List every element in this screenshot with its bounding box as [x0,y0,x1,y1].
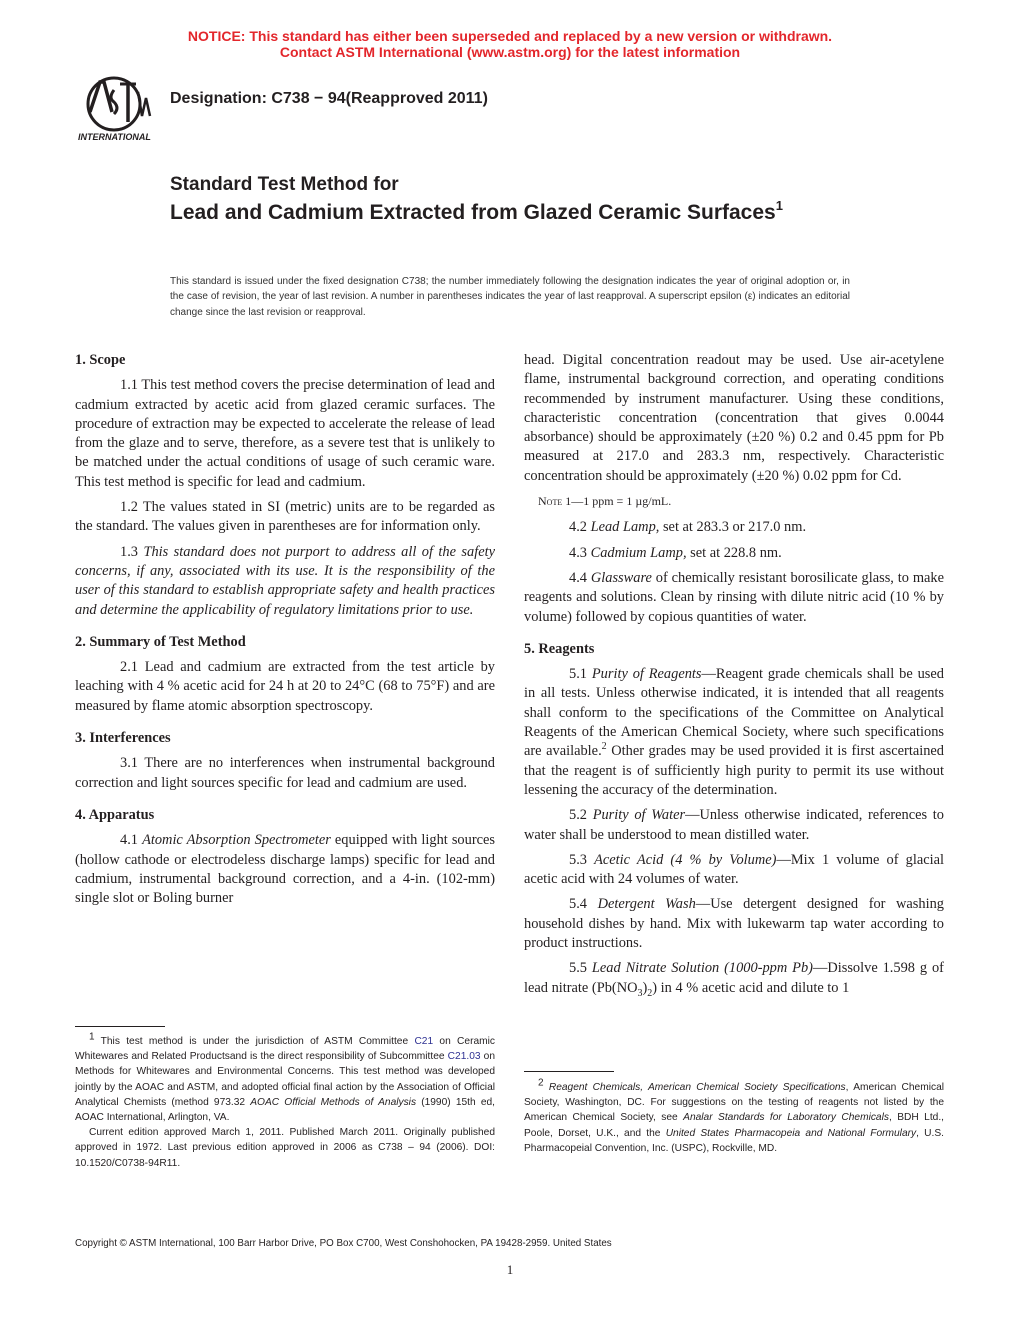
para-5-3: 5.3 Acetic Acid (4 % by Volume)—Mix 1 volume of glacial acetic acid with 24 volumes of water. [524,851,944,888]
para-5-2: 5.2 Purity of Water—Unless otherwise indicated, references to water shall be understood to mean distilled water. [524,807,944,843]
section-1-heading: 1. Scope [75,352,126,368]
copyright: Copyright © ASTM International, 100 Barr Harbor Drive, PO Box C700, West Conshohocken, PA 19428-2959. United States [75,1238,612,1249]
link-c21-03[interactable]: C21.03 [447,1051,481,1063]
right-column [524,351,944,1004]
link-c21[interactable]: C21 [414,1036,434,1047]
astm-logo [68,72,164,144]
section-4-heading: 4. Apparatus [75,806,155,823]
title-footnote-ref: 1 [775,198,783,213]
footnote-1-para-1: $^1$ This test method is under the jurisdiction of ASTM Committee C21 on Ceramic Whitewares and Related Productsand is the direct responsibility of Subcommittee C21.03 on Methods for Whitewares and Environmental Concerns. This test method was developed jointly by the AOAC and ASTM, and adopted official final action by the Association of Official Analytical Chemists (method 973.32 AOAC Official Methods of Analysis (1990) 15th ed, AOAC International, Arlington, VA. [75,1031,495,1124]
page-number: 1 [506,1262,514,1277]
footnote-2-para: $^2$ Reagent Chemicals, American Chemical Society Specifications, American Chemical Society, Washington, DC. For suggestions on the testing of reagents not listed by the American Chemical Society, see Analar Standards for Laboratory Chemicals, BDH Ltd., Poole, Dorset, U.K., and the United States Pharmacopeia and National Formulary, U.S. Pharmacopeial Convention, Inc. (USPC), Rockville, MD. [524,1077,944,1154]
para-5-5: 5.5 Lead Nitrate Solution (1000-ppm Pb)—Dissolve 1.598 g of lead nitrate $(Pb(NO_3)_2)$ in 4 % acetic acid and dilute to 1 [524,960,944,999]
notice-line-1: NOTICE: This standard has either been superseded and replaced by a new version or withdrawn. [187,28,833,44]
title-line-2: Lead and Cadmium Extracted from Glazed Ceramic Surfaces [170,201,776,224]
section-3-heading: 3. Interferences [75,730,171,747]
designation: Designation: C738 − 94(Reapproved 2011) [170,90,488,107]
notice-line-2: Contact ASTM International (www.astm.org) for the latest information [279,44,741,60]
para-1-3: 1.3 This standard does not purport to address all of the safety concerns, if any, associated with its use. It is the responsibility of the user of this standard to establish appropriate safety and health practices and determine the applicability of regulatory limitations prior to use. [75,543,495,618]
para-1-1: 1.1 This test method covers the precise determination of lead and cadmium extracted by acetic acid from glazed ceramic surfaces. The procedure of extraction may be expected to accelerate the release of lead from the glaze and to serve, therefore, as a severe test that is unlikely to be matched under the actual conditions of usage of such ceramic ware. This test method is specific for lead and cadmium. [75,377,495,490]
para-4-4: 4.4 Glassware of chemically resistant borosilicate glass, to make reagents and solutions. Clean by rinsing with dilute nitric acid (10 % by volume) followed by copious quantities of water. [524,569,945,625]
left-column [75,351,495,914]
title-main [170,199,790,226]
para-4-3: 4.3 Cadmium Lamp, set at 228.8 nm. [569,544,782,561]
para-4-2: 4.2 Lead Lamp, set at 283.3 or 217.0 nm. [569,519,807,536]
para-5-1: 5.1 Purity of Reagents—Reagent grade chemicals shall be used in all tests. Unless otherwise indicated, it is intended that all reagents shall conform to the specifications of the Committee on Analytical Reagents of the American Chemical Society, where such specifications are available.$^2$ Other grades may be used provided it is first ascertained that the reagent is of sufficiently high purity to permit its use without lessening the accuracy of the determination. [524,666,944,798]
footnote-2 [524,1077,944,1156]
footnote-rule-left [75,1026,165,1027]
para-4-1: 4.1 Atomic Absorption Spectrometer equipped with light sources (hollow cathode or electrodeless discharge lamps) specific for lead and cadmium, instrumental background correction, and a 4-in. (102-mm) single slot or Boling burner [75,832,495,907]
logo-subtext: INTERNATIONAL [78,132,151,142]
para-3-1: 3.1 There are no interferences when instrumental background correction and light sources specific for lead and cadmium are used. [75,755,495,791]
footnote-1-para-2: Current edition approved March 1, 2011. Published March 2011. Originally published approved in 1972. Last previous edition approved in 2006 as C738 – 94 (2006). DOI: 10.1520/C0738-94R11. [75,1127,495,1169]
para-4-1-cont: head. Digital concentration readout may be used. Use air-acetylene flame, instrumental background correction, and operating conditions recommended by instrument manufacturer. Using these conditions, characteristic concentration (concentration that gives 0.0044 absorbance) should be approximately (±20 %) 0.2 and 0.45 ppm for Pb measured at 217.0 and 283.3 nm, respectively. Characteristic concentration should be approximately (±20 %) 0.02 ppm for Cd. [524,352,944,484]
para-2-1: 2.1 Lead and cadmium are extracted from the test article by leaching with 4 % acetic acid for 24 h at 20 to 24°C (68 to 75°F) and are measured by flame atomic absorption spectroscopy. [75,659,495,714]
para-1-2: 1.2 The values stated in SI (metric) units are to be regarded as the standard. The values given in parentheses are for information only. [75,499,495,535]
note-1: Note 1—1 ppm = 1 µg/mL. [538,494,672,509]
title-line-1: Standard Test Method for [170,174,399,195]
para-5-4: 5.4 Detergent Wash—Use detergent designed for washing household dishes by hand. Mix with lukewarm tap water according to product instructions. [524,896,944,952]
footnote-rule-right [524,1071,614,1072]
footnote-1 [75,1031,495,1171]
section-2-heading: 2. Summary of Test Method [75,633,246,650]
issued-note: This standard is issued under the fixed designation C738; the number immediately following the designation indicates the year of original adoption or, in the case of revision, the year of last revision. A number in parentheses indicates the year of last reapproval. A superscript epsilon (ε) indicates an editorial change since the last revision or reapproval. [170,276,850,318]
section-5-heading: 5. Reagents [524,640,595,657]
